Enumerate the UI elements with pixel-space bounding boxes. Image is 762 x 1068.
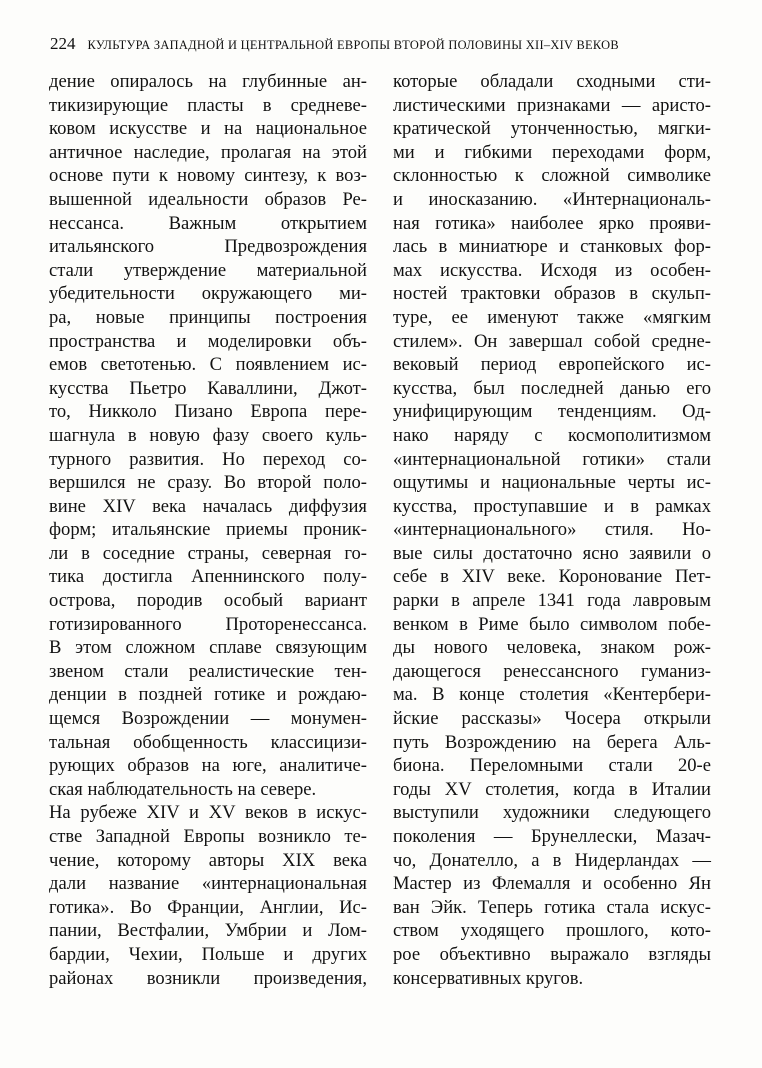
text-line: листическими признаками — аристо- [393, 94, 711, 116]
running-title: КУЛЬТУРА ЗАПАДНОЙ И ЦЕНТРАЛЬНОЙ ЕВРОПЫ ВТОРОЙ ПОЛОВИНЫ XII–XIV ВЕКОВ [87, 38, 619, 52]
text-line: вине XIV века началась диффузия [49, 495, 367, 517]
text-line: консервативных кругов. [393, 967, 584, 989]
text-line: денции в поздней готике и рождаю- [49, 684, 367, 706]
text-line: вые силы достаточно ясно заявили о [393, 542, 711, 564]
text-line: бардии, Чехии, Польше и других [49, 943, 367, 965]
text-line: йские рассказы» Чосера открыли [393, 708, 711, 730]
text-line: биона. Переломными стали 20-е [393, 755, 711, 777]
text-line: ли в соседние страны, северная го- [49, 542, 367, 564]
text-line: дали название «интернациональная [49, 873, 367, 895]
text-line: туре, ее именуют также «мягким [393, 306, 711, 328]
text-line: емов светотенью. С появлением ис- [49, 354, 367, 376]
text-line: рое объективно выражало взгляды [393, 943, 711, 965]
text-line: венком в Риме было символом побе- [393, 613, 711, 635]
text-line: стве Западной Европы возникло те- [49, 826, 367, 847]
text-line: кусства, был последней данью его [393, 377, 711, 399]
text-line: кусства, проступавшие и в рамках [393, 495, 711, 517]
text-line: ством уходящего прошлого, кото- [393, 920, 711, 942]
text-line: которые обладали сходными сти- [393, 71, 711, 92]
text-line: основе пути к новому синтезу, к воз- [49, 165, 367, 187]
text-line: путь Возрождению на берега Аль- [393, 731, 711, 753]
page-number: 224 [50, 34, 76, 53]
text-line: «интернациональной готики» стали [393, 448, 711, 470]
text-line: шагнула в новую фазу своего куль- [49, 424, 367, 446]
text-line: кратической утонченностью, мягки- [393, 118, 711, 140]
text-line: «интернационального» стиля. Но- [393, 519, 711, 541]
text-line: пании, Вестфалии, Умбрии и Лом- [49, 920, 367, 942]
text-line: то, Никколо Пизано Европа пере- [49, 401, 367, 423]
text-line: стали утверждение материальной [49, 259, 367, 281]
text-line: стилем». Он завершал собой средне- [393, 330, 711, 352]
text-line: На рубеже XIV и XV веков в искус- [49, 802, 367, 824]
text-line: склонностью к сложной символике [393, 165, 711, 187]
text-line: ми и гибкими переходами форм, [393, 141, 711, 163]
text-line: себе в XIV веке. Коронование Пет- [393, 566, 711, 588]
text-line: выступили художники следующего [393, 802, 711, 824]
text-line: ностей трактовки образов в скульп- [393, 283, 711, 305]
text-line: ды нового человека, знаком рож- [393, 637, 711, 659]
text-line: лась в миниатюре и станковых фор- [393, 236, 711, 258]
text-line: унифицирующим тенденциям. Од- [393, 401, 711, 423]
text-line: чение, которому авторы XIX века [49, 849, 367, 871]
text-line: форм; итальянские приемы проник- [49, 519, 367, 541]
text-line: кусства Пьетро Каваллини, Джот- [49, 377, 367, 399]
text-line: ра, новые принципы построения [49, 306, 367, 328]
text-line: турного развития. Но переход со- [49, 448, 367, 470]
text-line: рующих образов на юге, аналитиче- [49, 755, 367, 777]
text-line: ская наблюдательность на севере. [49, 778, 317, 800]
text-line: ная готика» наиболее ярко прояви- [393, 212, 711, 234]
page-header [50, 34, 710, 58]
text-line: острова, породив особый вариант [49, 590, 367, 612]
text-line: дающегося ренессансного гуманиз- [393, 660, 711, 682]
text-line: Мастер из Флемалля и особенно Ян [393, 873, 711, 895]
text-line: нако наряду с космополитизмом [393, 424, 711, 446]
text-column-left [49, 70, 367, 990]
text-line: мах искусства. Исходя из особен- [393, 259, 711, 281]
text-line: звеном стали реалистические тен- [49, 660, 367, 682]
text-column-right [393, 70, 711, 990]
text-line: ковом искусстве и на национальное [49, 118, 367, 140]
text-line: пространства и моделировки объ- [49, 330, 367, 352]
text-line: тальная обобщенность классицизи- [49, 731, 367, 753]
text-line: годы XV столетия, когда в Италии [393, 778, 711, 800]
text-line: ма. В конце столетия «Кентербери- [393, 684, 711, 706]
text-line: готизированного Проторенессанса. [49, 613, 367, 635]
text-line: античное наследие, пролагая на этой [49, 141, 367, 163]
text-line: щемся Возрождении — монумен- [49, 708, 367, 730]
text-line: нессанса. Важным открытием [49, 212, 367, 234]
text-line: районах возникли произведения, [49, 967, 367, 989]
text-line: поколения — Брунеллески, Мазач- [393, 826, 711, 847]
text-line: ван Эйк. Теперь готика стала искус- [393, 896, 711, 918]
text-line: убедительности окружающего ми- [49, 283, 367, 305]
text-line: вековый период европейского ис- [393, 354, 711, 376]
text-line: чо, Донателло, а в Нидерландах — [393, 849, 711, 871]
text-line: вершился не сразу. Во второй поло- [49, 472, 367, 494]
text-line: тика достигла Апеннинского полу- [49, 566, 367, 588]
text-line: итальянского Предвозрождения [49, 236, 367, 258]
text-line: тикизирующие пласты в средневе- [49, 94, 367, 116]
text-line: ощутимы и национальные черты ис- [393, 472, 711, 494]
text-line: рарки в апреле 1341 года лавровым [393, 590, 711, 612]
text-line: В этом сложном сплаве связующим [49, 637, 367, 659]
text-line: готика». Во Франции, Англии, Ис- [49, 896, 367, 918]
text-line: вышенной идеальности образов Ре- [49, 188, 367, 210]
text-line: дение опиралось на глубинные ан- [49, 71, 367, 92]
text-line: и иносказанию. «Интернациональ- [393, 188, 711, 210]
